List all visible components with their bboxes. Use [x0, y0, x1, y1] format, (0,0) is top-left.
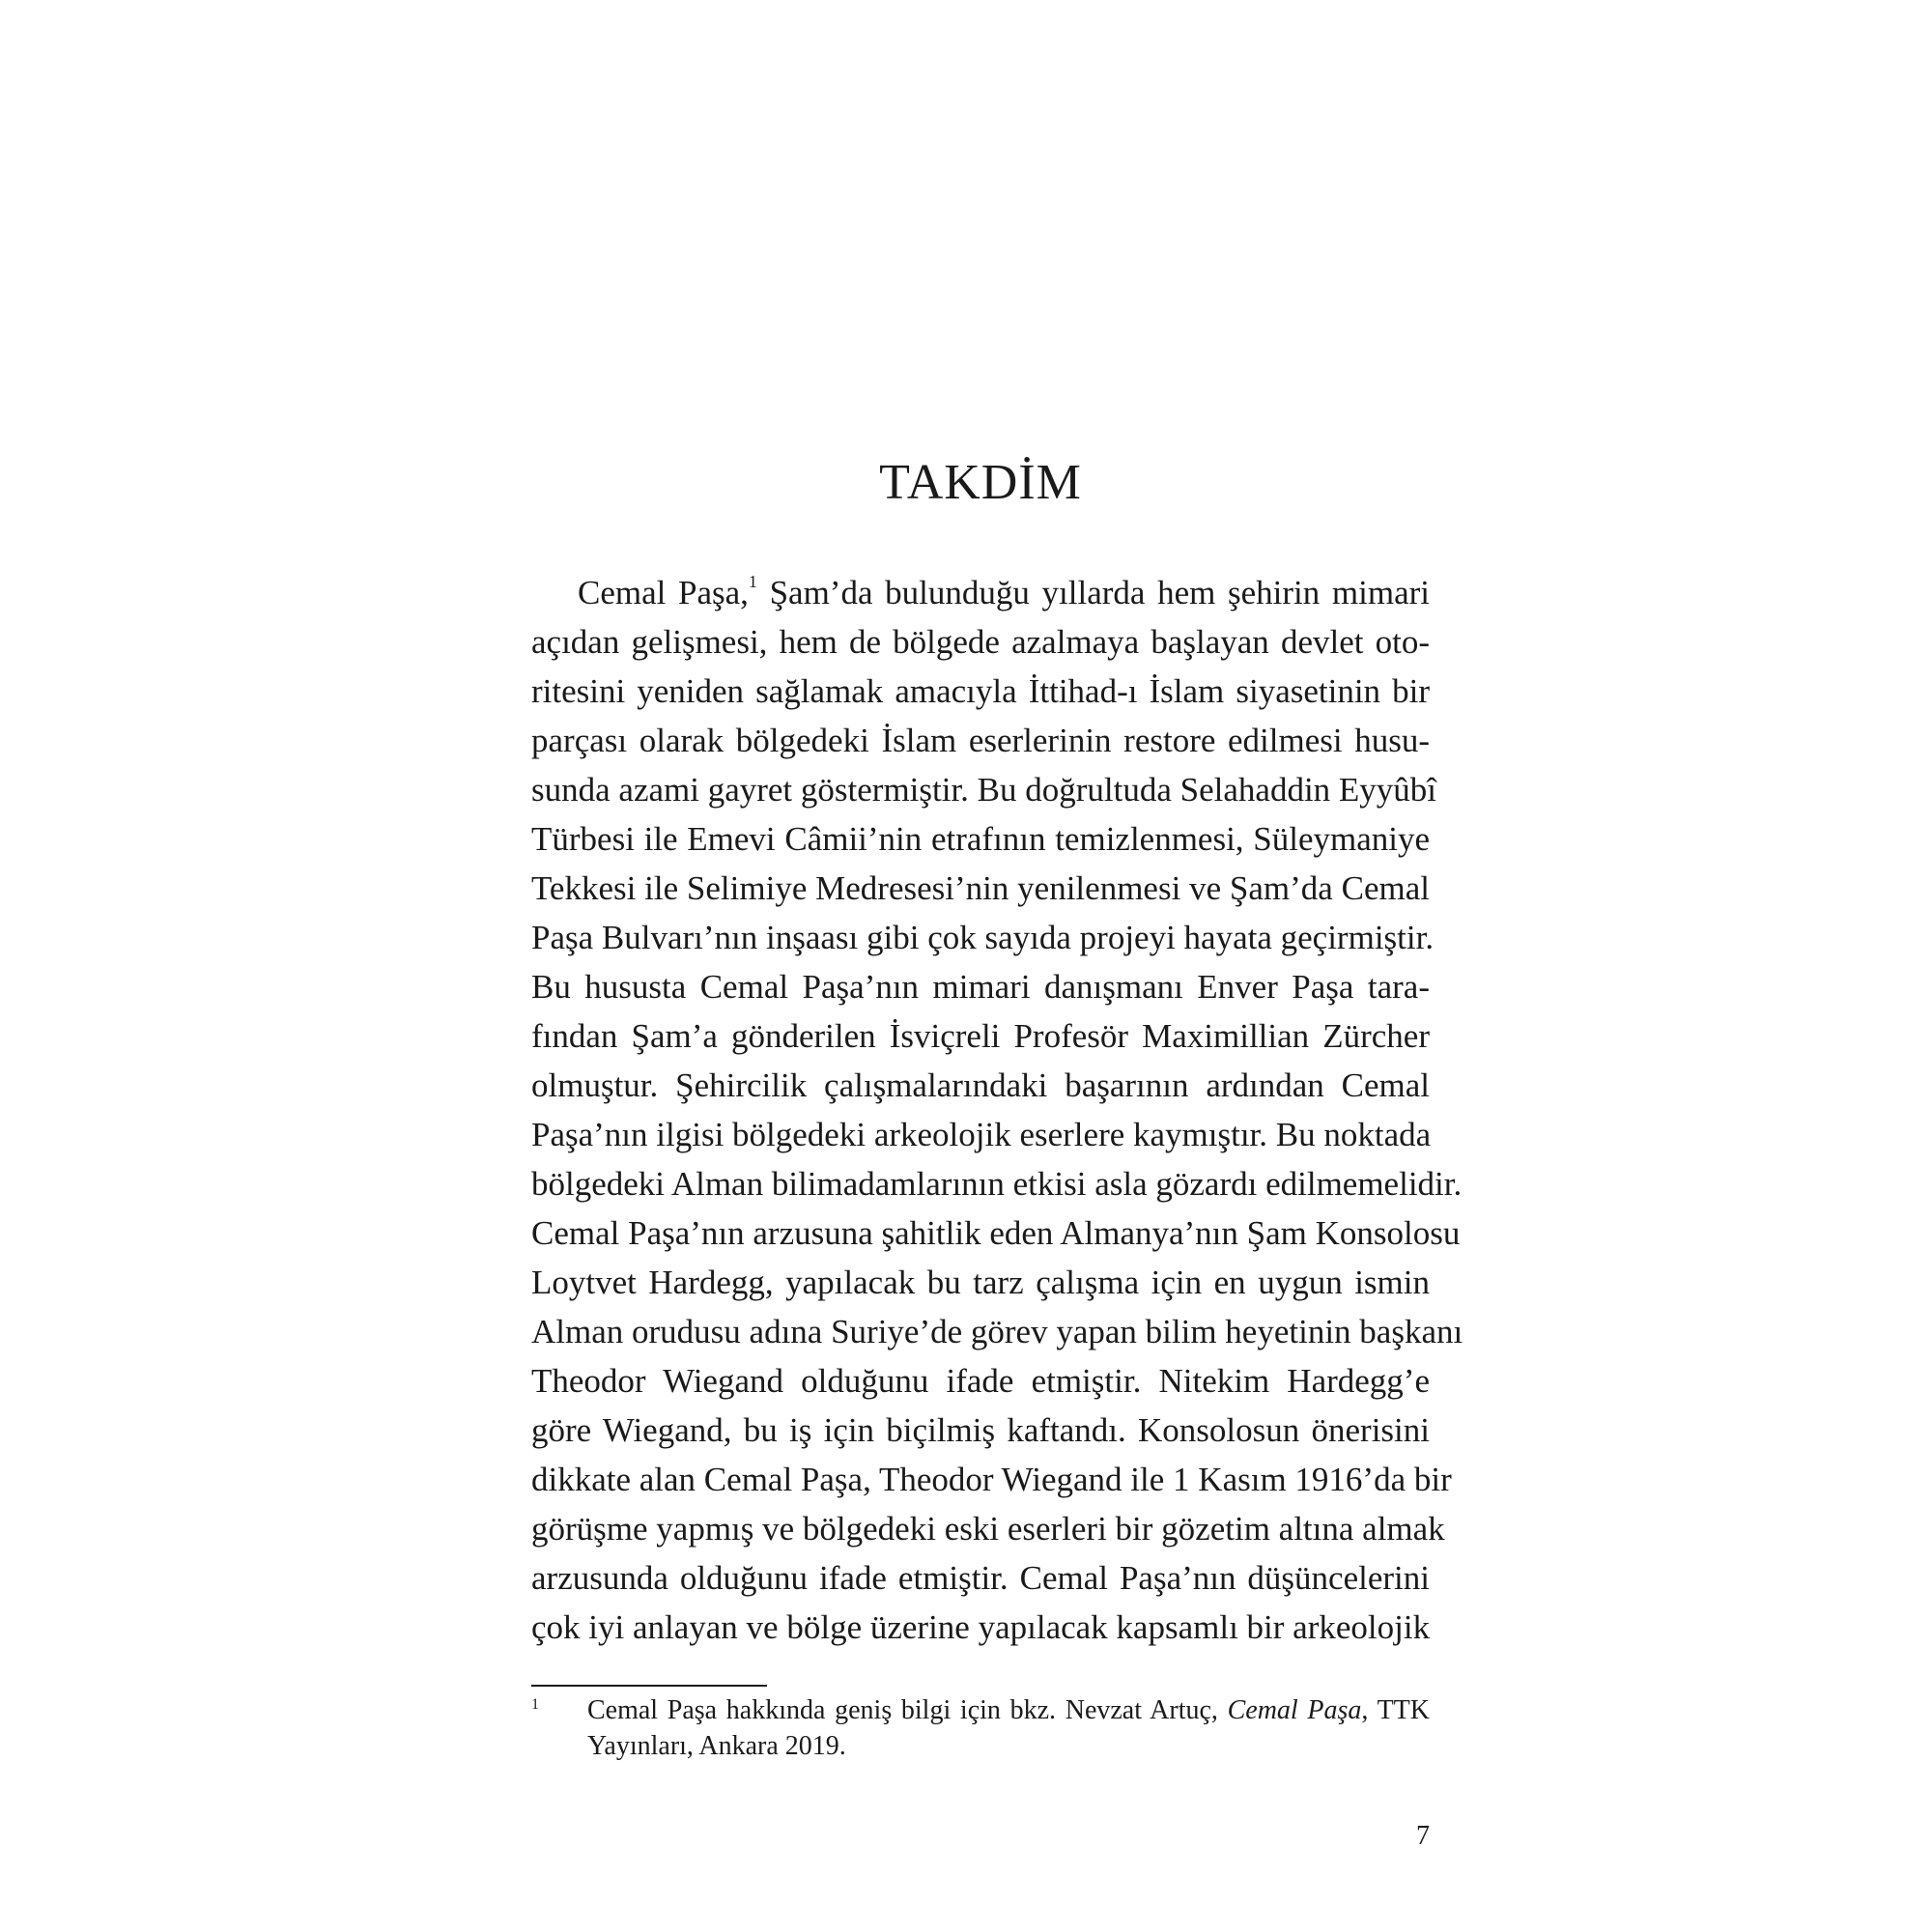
footnote-book-title: Cemal Paşa [1227, 1695, 1362, 1725]
body-line: görüşme yapmış ve bölgedeki eski eserleri bir gözetim altına almak [531, 1510, 1445, 1548]
body-line: Paşa Bulvarı’nın inşaası gibi çok sayıda projeyi hayata geçirmiştir. [531, 919, 1435, 956]
body-line: Tekkesi ile Selimiye Medresesi’nin yenilenmesi ve Şam’da Cemal [531, 869, 1430, 907]
body-line: Paşa’nın ilgisi bölgedeki arkeolojik eserlere kaymıştır. Bu noktada [531, 1116, 1432, 1153]
body-line: Loytvet Hardegg, yapılacak bu tarz çalışma için en uygun ismin [531, 1264, 1430, 1301]
footnote-text: Cemal Paşa hakkında geniş bilgi için bkz. Nevzat Artuç, [587, 1695, 1218, 1725]
body-text [531, 568, 1463, 1652]
body-line: göre Wiegand, bu iş için biçilmiş kaftandı. Konsolosun önerisini [531, 1411, 1430, 1449]
footnote-line-2: Yayınları, Ankara 2019. [587, 1731, 846, 1761]
body-line [531, 568, 1430, 617]
body-line: fından Şam’a gönderilen İsviçreli Profesör Maximillian Zürcher [531, 1017, 1430, 1055]
footnote-marker: 1 [531, 1696, 539, 1713]
footnote-publisher: , TTK [1361, 1695, 1430, 1725]
footnote-divider [531, 1685, 767, 1687]
body-line: Theodor Wiegand olduğunu ifade etmiştir. Nitekim Hardegg’e [531, 1362, 1430, 1400]
body-line: Cemal Paşa’nın arzusuna şahitlik eden Almanya’nın Şam Konsolosu [531, 1214, 1461, 1252]
body-line: Alman orudusu adına Suriye’de görev yapan bilim heyetinin başkanı [531, 1313, 1463, 1350]
body-line-start: Cemal Paşa, [578, 574, 749, 611]
page-number: 7 [1416, 1821, 1430, 1851]
body-line: olmuştur. Şehircilik çalışmalarındaki başarının ardından Cemal [531, 1066, 1430, 1104]
body-line: ritesini yeniden sağlamak amacıyla İttihad-ı İslam siyasetinin bir [531, 672, 1430, 710]
body-line: çok iyi anlayan ve bölge üzerine yapılacak kapsamlı bir arkeolojik [531, 1608, 1431, 1646]
body-line: sunda azami gayret göstermiştir. Bu doğrultuda Selahaddin Eyyûbî [531, 771, 1437, 809]
body-line: Bu hususta Cemal Paşa’nın mimari danışmanı Enver Paşa tara- [531, 968, 1430, 1006]
body-line: parçası olarak bölgedeki İslam eserlerinin restore edilmesi husu- [531, 722, 1430, 759]
body-line: Türbesi ile Emevi Câmii’nin etrafının temizlenmesi, Süleymaniye [531, 820, 1430, 858]
body-line: arzusunda olduğunu ifade etmiştir. Cemal Paşa’nın düşüncelerini [531, 1559, 1430, 1597]
body-line: açıdan gelişmesi, hem de bölgede azalmaya başlayan devlet oto- [531, 623, 1430, 661]
body-line: dikkate alan Cemal Paşa, Theodor Wiegand ile 1 Kasım 1916’da bir [531, 1461, 1452, 1498]
footnote-reference[interactable]: 1 [748, 572, 757, 592]
chapter-title: TAKDİM [879, 455, 1082, 510]
footnote [531, 1692, 1430, 1764]
footnote-line [587, 1692, 1430, 1728]
body-line: bölgedeki Alman bilimadamlarının etkisi asla gözardı edilmemelidir. [531, 1165, 1463, 1203]
body-line-rest: Şam’da bulunduğu yıllarda hem şehirin mimari [756, 574, 1430, 611]
